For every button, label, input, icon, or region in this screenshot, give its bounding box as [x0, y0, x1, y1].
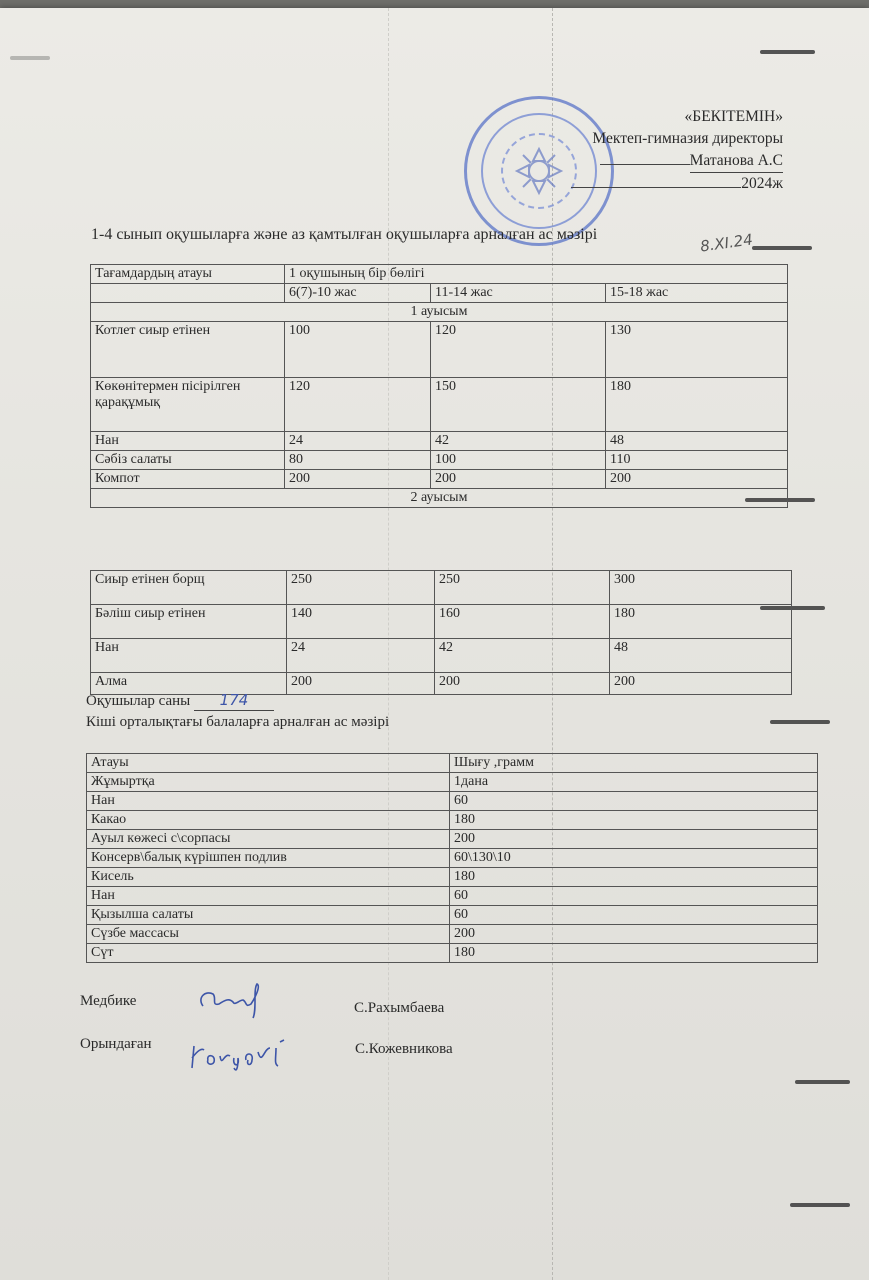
item-value: 60 — [450, 906, 818, 925]
shift-label: 2 ауысым — [91, 489, 788, 508]
dish-name: Алма — [91, 673, 287, 695]
dish-value: 140 — [287, 605, 435, 639]
toner-streak — [10, 56, 50, 60]
dish-value: 24 — [285, 432, 431, 451]
approval-block — [571, 106, 783, 195]
dish-value: 110 — [606, 451, 788, 470]
item-value: 60\130\10 — [450, 849, 818, 868]
dish-name: Сәбіз салаты — [91, 451, 285, 470]
item-name: Ауыл көжесі с\сорпасы — [87, 830, 450, 849]
header-portion: 1 оқушының бір бөлігі — [285, 265, 788, 284]
item-value: 60 — [450, 887, 818, 906]
nurse-label: Медбике — [80, 993, 137, 1009]
dish-value: 200 — [431, 470, 606, 489]
dish-value: 180 — [610, 605, 792, 639]
item-value: 180 — [450, 868, 818, 887]
item-name: Сүт — [87, 944, 450, 963]
approval-year: 2024ж — [741, 175, 783, 192]
age-group: 6(7)-10 жас — [285, 284, 431, 303]
center-menu-table — [86, 753, 818, 963]
students-label: Оқушылар саны — [86, 693, 191, 709]
dish-value: 200 — [285, 470, 431, 489]
header-dish: Тағамдардың атауы — [91, 265, 285, 284]
dish-value: 48 — [606, 432, 788, 451]
dish-value: 120 — [285, 378, 431, 432]
dish-value: 180 — [606, 378, 788, 432]
students-count — [86, 691, 274, 711]
dish-value: 250 — [287, 571, 435, 605]
approval-position: Мектеп-гимназия директоры — [592, 130, 783, 147]
dish-value: 120 — [431, 322, 606, 378]
dish-value: 80 — [285, 451, 431, 470]
dish-value: 48 — [610, 639, 792, 673]
item-value: 200 — [450, 830, 818, 849]
toner-streak — [770, 720, 830, 724]
dish-name: Компот — [91, 470, 285, 489]
dish-value: 42 — [431, 432, 606, 451]
approval-name: Матанова А.С — [690, 150, 783, 173]
item-name: Кисель — [87, 868, 450, 887]
toner-streak — [760, 50, 815, 54]
approval-heading: «БЕКІТЕМІН» — [684, 108, 783, 125]
toner-streak — [795, 1080, 850, 1084]
dish-value: 250 — [435, 571, 610, 605]
menu-table-shift-2 — [90, 570, 792, 695]
toner-streak — [790, 1203, 850, 1207]
header-yield: Шығу ,грамм — [450, 754, 818, 773]
age-group: 15-18 жас — [606, 284, 788, 303]
item-name: Какао — [87, 811, 450, 830]
dish-name: Бәліш сиыр етінен — [91, 605, 287, 639]
toner-streak — [752, 246, 812, 250]
item-name: Нан — [87, 792, 450, 811]
dish-value: 160 — [435, 605, 610, 639]
dish-value: 100 — [431, 451, 606, 470]
item-value: 60 — [450, 792, 818, 811]
dish-name: Котлет сиыр етінен — [91, 322, 285, 378]
age-group: 11-14 жас — [431, 284, 606, 303]
menu-title: 1-4 сынып оқушыларға және аз қамтылған оқушыларға арналған ас мәзірі — [91, 226, 598, 243]
item-name: Сүзбе массасы — [87, 925, 450, 944]
dish-value: 200 — [287, 673, 435, 695]
dish-value: 200 — [610, 673, 792, 695]
dish-value: 130 — [606, 322, 788, 378]
item-value: 180 — [450, 944, 818, 963]
dish-name: Нан — [91, 432, 285, 451]
dish-value: 42 — [435, 639, 610, 673]
students-number: 174 — [219, 691, 249, 709]
item-name: Қызылша салаты — [87, 906, 450, 925]
header-name: Атауы — [87, 754, 450, 773]
dish-name: Сиыр етінен борщ — [91, 571, 287, 605]
document-sheet — [0, 8, 869, 1280]
dish-value: 24 — [287, 639, 435, 673]
dish-name: Көкөнітермен пісірілген қарақұмық — [91, 378, 285, 432]
dish-value: 300 — [610, 571, 792, 605]
dish-value: 200 — [435, 673, 610, 695]
menu-table-shift-1 — [90, 264, 788, 508]
performer-signature — [188, 1038, 308, 1072]
handwritten-date: 8.XI.24 — [699, 230, 754, 256]
performer-name: С.Кожевникова — [355, 1041, 453, 1057]
center-menu-title: Кіші орталықтағы балаларға арналған ас мәзірі — [86, 714, 390, 730]
item-name: Нан — [87, 887, 450, 906]
item-value: 1дана — [450, 773, 818, 792]
dish-value: 150 — [431, 378, 606, 432]
nurse-signature — [195, 980, 270, 1020]
item-name: Консерв\балық күрішпен подлив — [87, 849, 450, 868]
shift-label: 1 ауысым — [91, 303, 788, 322]
performer-label: Орындаған — [80, 1036, 152, 1052]
dish-value: 200 — [606, 470, 788, 489]
dish-name: Нан — [91, 639, 287, 673]
item-name: Жұмыртқа — [87, 773, 450, 792]
nurse-name: С.Рахымбаева — [354, 1000, 445, 1016]
dish-value: 100 — [285, 322, 431, 378]
item-value: 200 — [450, 925, 818, 944]
item-value: 180 — [450, 811, 818, 830]
